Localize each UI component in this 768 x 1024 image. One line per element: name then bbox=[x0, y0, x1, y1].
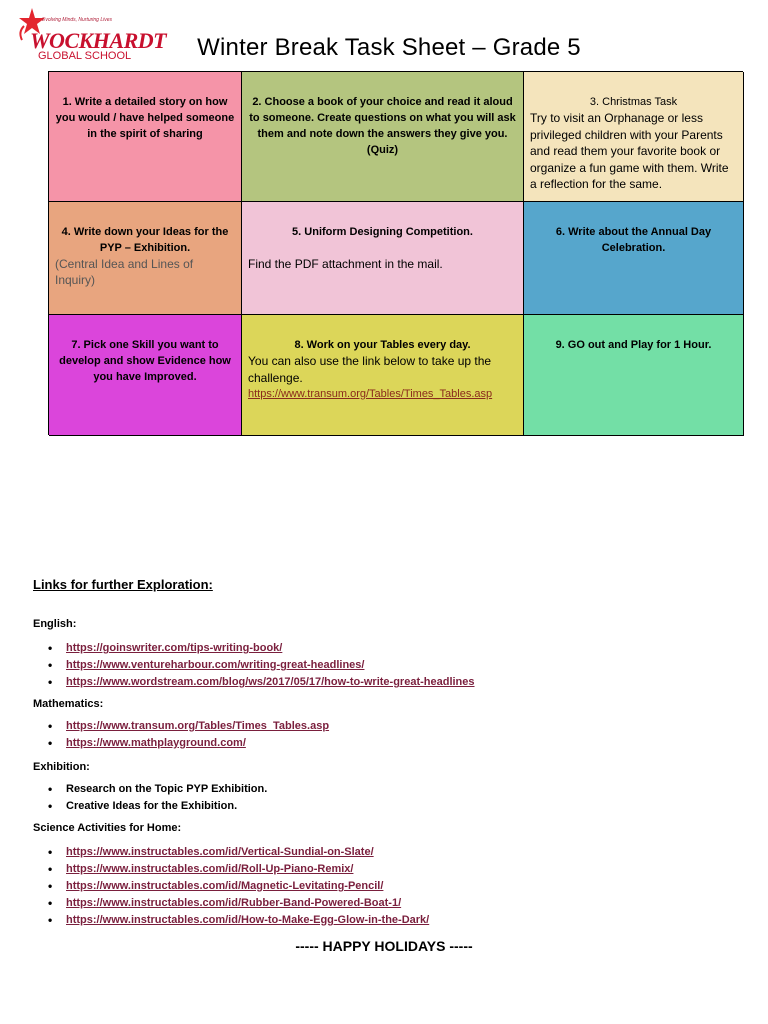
task-cell-7 bbox=[49, 315, 242, 436]
task-body: Find the PDF attachment in the mail. bbox=[248, 257, 443, 271]
english-label: English: bbox=[33, 618, 77, 630]
list-item bbox=[48, 798, 267, 815]
science-link[interactable]: https://www.instructables.com/id/Rubber-Band-Powered-Boat-1/ bbox=[66, 897, 402, 909]
footer-greeting: ----- HAPPY HOLIDAYS ----- bbox=[295, 938, 473, 954]
task-cell-9 bbox=[524, 315, 744, 436]
list-item[interactable] bbox=[48, 844, 429, 861]
logo-school: GLOBAL SCHOOL bbox=[38, 50, 132, 62]
task-heading: 8. Work on your Tables every day. bbox=[294, 339, 471, 351]
task-text: 2. Choose a book of your choice and read it aloud to someone. Create questions on what you will ask them and note down the answers they give you.(Quiz) bbox=[249, 96, 516, 156]
science-link[interactable]: https://www.instructables.com/id/Roll-Up-Piano-Remix/ bbox=[66, 863, 354, 875]
task-body: Try to visit an Orphanage or less privileged children with your Parents and read them your favorite book or organize a fun game with them. Write a reflection for the same. bbox=[530, 111, 729, 191]
task-cell-2 bbox=[242, 72, 524, 202]
task-grid bbox=[48, 71, 743, 435]
science-link[interactable]: https://www.instructables.com/id/Vertical-Sundial-on-Slate/ bbox=[66, 846, 374, 858]
task-cell-1 bbox=[49, 72, 242, 202]
task-cell-6 bbox=[524, 202, 744, 315]
task-body: You can also use the link below to take up the challenge. bbox=[248, 354, 492, 385]
task-text: 9. GO out and Play for 1 Hour. bbox=[555, 339, 712, 351]
list-item[interactable] bbox=[48, 657, 475, 674]
list-item[interactable] bbox=[48, 912, 429, 929]
math-list bbox=[48, 718, 329, 752]
task-cell-8 bbox=[242, 315, 524, 436]
tables-link[interactable]: https://www.transum.org/Tables/Times_Tables.asp bbox=[248, 388, 493, 400]
exhibition-list bbox=[48, 781, 267, 815]
list-item[interactable] bbox=[48, 718, 329, 735]
english-list bbox=[48, 640, 475, 691]
list-item[interactable] bbox=[48, 895, 429, 912]
english-link[interactable]: https://www.wordstream.com/blog/ws/2017/05/17/how-to-write-great-headlines bbox=[66, 676, 475, 688]
logo-brand: WOCKHARDT bbox=[30, 28, 167, 53]
list-item[interactable] bbox=[48, 878, 429, 895]
task-text: 1. Write a detailed story on how you would / have helped someone in the spirit of sharing bbox=[55, 96, 235, 140]
task-text: 6. Write about the Annual Day Celebration. bbox=[555, 226, 712, 254]
science-label: Science Activities for Home: bbox=[33, 822, 182, 834]
links-heading: Links for further Exploration: bbox=[33, 577, 213, 592]
english-link[interactable]: https://goinswriter.com/tips-writing-book/ bbox=[66, 642, 283, 654]
exhibition-item: Creative Ideas for the Exhibition. bbox=[66, 800, 238, 812]
logo-tagline: Evolving Minds, Nurturing Lives bbox=[42, 17, 113, 23]
math-link[interactable]: https://www.mathplayground.com/ bbox=[66, 737, 246, 749]
task-cell-4 bbox=[49, 202, 242, 315]
exhibition-label: Exhibition: bbox=[33, 761, 90, 773]
english-link[interactable]: https://www.ventureharbour.com/writing-great-headlines/ bbox=[66, 659, 365, 671]
list-item[interactable] bbox=[48, 640, 475, 657]
science-link[interactable]: https://www.instructables.com/id/How-to-Make-Egg-Glow-in-the-Dark/ bbox=[66, 914, 430, 926]
task-cell-5 bbox=[242, 202, 524, 315]
exhibition-item: Research on the Topic PYP Exhibition. bbox=[66, 783, 268, 795]
list-item bbox=[48, 781, 267, 798]
task-heading: 3. Christmas Task bbox=[589, 96, 678, 108]
math-link[interactable]: https://www.transum.org/Tables/Times_Tables.asp bbox=[66, 720, 330, 732]
task-text: 7. Pick one Skill you want to develop and show Evidence how you have Improved. bbox=[59, 339, 231, 383]
task-note: (Central Idea and Lines of Inquiry) bbox=[55, 257, 194, 287]
page-title: Winter Break Task Sheet – Grade 5 bbox=[197, 34, 581, 61]
task-heading: 4. Write down your Ideas for the PYP – Exhibition. bbox=[61, 226, 229, 254]
list-item[interactable] bbox=[48, 861, 429, 878]
science-link[interactable]: https://www.instructables.com/id/Magnetic-Levitating-Pencil/ bbox=[66, 880, 384, 892]
list-item[interactable] bbox=[48, 674, 475, 691]
math-label: Mathematics: bbox=[33, 698, 104, 710]
science-list bbox=[48, 844, 429, 929]
task-cell-3 bbox=[524, 72, 744, 202]
task-heading: 5. Uniform Designing Competition. bbox=[292, 226, 473, 238]
list-item[interactable] bbox=[48, 735, 329, 752]
